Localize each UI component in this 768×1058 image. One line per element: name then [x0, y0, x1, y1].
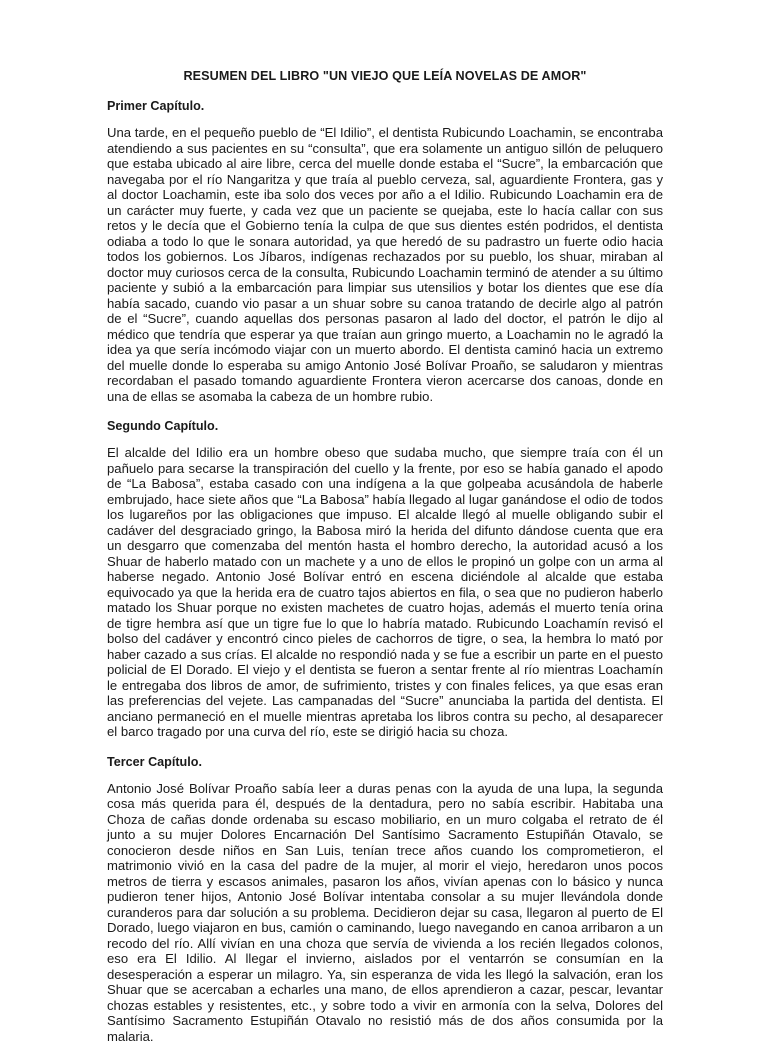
chapter-paragraph: Antonio José Bolívar Proaño sabía leer a duras penas con la ayuda de una lupa, la segunda cosa más querida para él, después de la dentadura, pero no sabía escribir. Habitaba una Choza de cañas donde ordenaba su escaso mobiliario, en un muro colgaba el retrato de él junto a su mujer Dolores Encarnación Del Santísimo Sacramento Estupiñán Otavalo, se conocieron desde niños en San Luis, tenían trece años cuando los comprometieron, el matrimonio vivió en la casa del padre de la mujer, al morir el viejo, heredaron unos pocos metros de tierra y escasos animales, pasaron los años, vivían apenas con lo básico y nunca pudieron tener hijos, Antonio José Bolívar intentaba consolar a su mujer llevándola donde curanderos para dar solución a su problema. Decidieron dejar su casa, llegaron al puerto de El Dorado, luego viajaron en bus, camión o caminando, luego navegando en canoa arribaron a un recodo del río. Allí vivían en una choza que servía de vivienda a los recién llegados colonos, eso era El Idilio. Al llegar el invierno, aislados por el ventarrón se consumían en la desesperación a esperar un milagro. Ya, sin esperanza de vida les llegó la salvación, eran los Shuar que se acercaban a echarles una mano, de ellos aprendieron a cazar, pescar, levantar chozas estables y resistentes, etc., y sobre todo a vivir en armonía con la selva, Dolores del Santísimo Sacramento Estupiñán Otavalo no resistió más de dos años consumida por la malaria.	[107, 780, 663, 1044]
chapter-2	[107, 418, 663, 740]
document-page	[107, 68, 663, 1058]
chapter-paragraph: Una tarde, en el pequeño pueblo de “El Idilio”, el dentista Rubicundo Loachamin, se encontraba atendiendo a sus pacientes en su “consulta”, que era solamente un antiguo sillón de peluquero que estaba ubicado al aire libre, cerca del muelle donde estaba el “Sucre”, la embarcación que navegaba por el río Nangaritza y que traía al pueblo cerveza, sal, aguardiente Frontera, gas y al doctor Loachamin, este iba solo dos veces por año a el Idilio. Rubicundo Loachamin era de un carácter muy fuerte, y cada vez que un paciente se quejaba, este lo hacía callar con sus retos y le decía que el Gobierno tenía la culpa de que sus dientes estén podridos, el dentista odiaba a todo lo que le sonara autoridad, ya que heredó de su padrastro un fuerte odio hacia todos los gobiernos. Los Jíbaros, indígenas rechazados por su pueblo, los shuar, miraban al doctor muy curiosos cerca de la consulta, Rubicundo Loachamin terminó de atender a su último paciente y subió a la embarcación para limpiar sus utensilios y botar los dientes que ese día había sacado, cuando vio pasar a un shuar sobre su canoa tratando de decirle algo al patrón de el “Sucre”, cuando aquellas dos personas pasaron al lado del doctor, el patrón le dijo al médico que tendría que esperar ya que traían aun gringo muerto, a Loachamin no le agradó la idea ya que sería incómodo viajar con un muerto abordo. El dentista caminó hacia un extremo del muelle donde lo esperaba su amigo Antonio José Bolívar Proaño, se saludaron y mientras recordaban el pasado tomando aguardiente Frontera vieron acercarse dos canoas, donde en una de ellas se asomaba la cabeza de un hombre rubio.	[107, 125, 663, 404]
document-title: RESUMEN DEL LIBRO "UN VIEJO QUE LEÍA NOVELAS DE AMOR"	[183, 69, 587, 83]
chapter-heading: Segundo Capítulo.	[107, 419, 219, 433]
chapter-paragraph: El alcalde del Idilio era un hombre obeso que sudaba mucho, que siempre traía con él un pañuelo para secarse la transpiración del cuello y la frente, por eso se había ganado el apodo de “La Babosa”, estaba casado con una indígena a la que golpeaba acusándola de haberle embrujado, hace siete años que “La Babosa” había llegado al lugar ganándose el odio de todos los lugareños por las obligaciones que impuso. El alcalde llegó al muelle obligando subir el cadáver del desgraciado gringo, la Babosa miró la herida del difunto dándose cuenta que era un desgarro que comenzaba del mentón hasta el hombro derecho, la autoridad acusó a los Shuar de haberlo matado con un machete y a uno de ellos le propinó un golpe con un arma al haberse negado. Antonio José Bolívar entró en escena diciéndole al alcalde que estaba equivocado ya que la herida era de cuatro tajos abiertos en fila, o sea que no pudieron haberlo matado los Shuar porque no existen machetes de cuatro hojas, además el muerto tenía orina de tigre hembra así que un tigre fue lo que lo habría matado. Rubicundo Loachamín revisó el bolso del cadáver y encontró cinco pieles de cachorros de tigre, o sea, la hembra lo mató por haber cazado a sus crías. El alcalde no respondió nada y se fue a escribir un parte en el puesto policial de El Dorado. El viejo y el dentista se fueron a sentar frente al río mientras Loachamín le entregaba dos libros de amor, de sufrimiento, tristes y con finales felices, ya que esas eran las preferencias del vejete. Las campanadas del “Sucre” anunciaba la partida del dentista. El anciano permaneció en el muelle mientras apretaba los libros contra su pecho, al desaparecer el barco tragado por una curva del río, este se dirigió hacia su choza.	[107, 445, 663, 739]
chapter-heading: Tercer Capítulo.	[107, 754, 202, 769]
chapter-1	[107, 98, 663, 404]
chapter-3	[107, 754, 663, 1045]
chapter-heading: Primer Capítulo.	[107, 99, 205, 113]
